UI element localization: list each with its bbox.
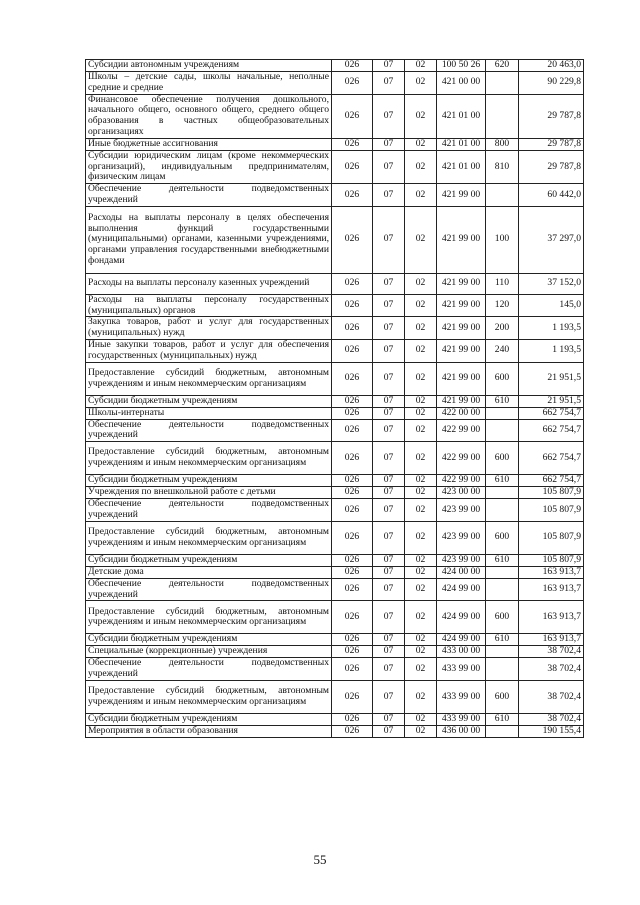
row-target-article-code: 421 99 00 (437, 294, 486, 317)
row-amount: 20 463,0 (519, 60, 584, 72)
table-row (86, 566, 584, 578)
budget-table (85, 59, 584, 738)
row-target-article-code: 433 00 00 (437, 646, 486, 658)
row-name: Иные закупки товаров, работ и услуг для обеспечения государственных (муниципальных) нужд (86, 339, 332, 362)
table-row (86, 317, 584, 340)
row-target-article-code: 423 99 00 (437, 499, 486, 522)
row-name: Субсидии бюджетным учреждениям (86, 475, 332, 487)
row-expense-type-code: 610 (486, 634, 519, 646)
row-section-code: 07 (373, 150, 405, 183)
row-target-article-code: 433 99 00 (437, 713, 486, 725)
row-amount: 662 754,7 (519, 419, 584, 442)
row-name: Расходы на выплаты персоналу государственных (муниципальных) органов (86, 294, 332, 317)
row-amount: 38 702,4 (519, 658, 584, 681)
row-subsection-code: 02 (405, 138, 437, 150)
row-amount: 37 152,0 (519, 273, 584, 294)
row-name: Школы – детские сады, школы начальные, неполные средние и средние (86, 72, 332, 95)
row-amount: 60 442,0 (519, 184, 584, 207)
row-expense-type-code: 610 (486, 475, 519, 487)
row-ved-code: 026 (332, 601, 373, 634)
row-subsection-code: 02 (405, 72, 437, 95)
row-subsection-code: 02 (405, 499, 437, 522)
row-ved-code: 026 (332, 566, 373, 578)
row-target-article-code: 421 99 00 (437, 317, 486, 340)
row-target-article-code: 421 01 00 (437, 94, 486, 138)
table-row (86, 362, 584, 395)
row-expense-type-code: 610 (486, 395, 519, 407)
row-expense-type-code (486, 94, 519, 138)
row-ved-code: 026 (332, 339, 373, 362)
row-section-code: 07 (373, 634, 405, 646)
row-subsection-code: 02 (405, 578, 437, 601)
row-ved-code: 026 (332, 646, 373, 658)
row-target-article-code: 422 00 00 (437, 407, 486, 419)
row-expense-type-code (486, 407, 519, 419)
row-amount: 662 754,7 (519, 407, 584, 419)
row-ved-code: 026 (332, 273, 373, 294)
row-name: Иные бюджетные ассигнования (86, 138, 332, 150)
row-amount: 105 807,9 (519, 521, 584, 554)
row-subsection-code: 02 (405, 184, 437, 207)
row-name: Субсидии бюджетным учреждениям (86, 554, 332, 566)
row-section-code: 07 (373, 72, 405, 95)
row-ved-code: 026 (332, 317, 373, 340)
table-row (86, 658, 584, 681)
table-row (86, 184, 584, 207)
row-target-article-code: 423 00 00 (437, 487, 486, 499)
row-section-code: 07 (373, 601, 405, 634)
row-amount: 105 807,9 (519, 487, 584, 499)
table-row (86, 150, 584, 183)
row-subsection-code: 02 (405, 521, 437, 554)
table-row (86, 487, 584, 499)
table-row (86, 713, 584, 725)
row-target-article-code: 421 00 00 (437, 72, 486, 95)
row-ved-code: 026 (332, 658, 373, 681)
row-ved-code: 026 (332, 634, 373, 646)
row-expense-type-code: 620 (486, 60, 519, 72)
row-name: Предоставление субсидий бюджетным, автономным учреждениям и иным некоммерческим организациям (86, 601, 332, 634)
row-subsection-code: 02 (405, 60, 437, 72)
row-subsection-code: 02 (405, 713, 437, 725)
row-section-code: 07 (373, 273, 405, 294)
row-expense-type-code: 600 (486, 362, 519, 395)
row-target-article-code: 422 99 00 (437, 442, 486, 475)
row-section-code: 07 (373, 554, 405, 566)
row-subsection-code: 02 (405, 566, 437, 578)
row-section-code: 07 (373, 362, 405, 395)
table-row (86, 442, 584, 475)
row-expense-type-code (486, 566, 519, 578)
row-target-article-code: 421 99 00 (437, 184, 486, 207)
row-amount: 190 155,4 (519, 725, 584, 737)
row-name: Расходы на выплаты персоналу казенных учреждений (86, 273, 332, 294)
row-expense-type-code (486, 499, 519, 522)
table-row (86, 521, 584, 554)
row-amount: 38 702,4 (519, 680, 584, 713)
row-ved-code: 026 (332, 138, 373, 150)
row-name: Закупка товаров, работ и услуг для государственных (муниципальных) нужд (86, 317, 332, 340)
row-target-article-code: 424 99 00 (437, 634, 486, 646)
row-name: Финансовое обеспечение получения дошкольного, начального общего, основного общего, среднего общего образования в частных общеобразовательных организациях (86, 94, 332, 138)
table-row (86, 475, 584, 487)
table-row (86, 646, 584, 658)
table-row (86, 273, 584, 294)
row-name: Школы-интернаты (86, 407, 332, 419)
row-name: Мероприятия в области образования (86, 725, 332, 737)
row-subsection-code: 02 (405, 362, 437, 395)
row-amount: 163 913,7 (519, 601, 584, 634)
row-expense-type-code: 600 (486, 601, 519, 634)
table-row (86, 395, 584, 407)
row-target-article-code: 424 99 00 (437, 578, 486, 601)
table-row (86, 634, 584, 646)
row-expense-type-code (486, 419, 519, 442)
row-amount: 145,0 (519, 294, 584, 317)
row-expense-type-code: 110 (486, 273, 519, 294)
table-row (86, 419, 584, 442)
row-section-code: 07 (373, 407, 405, 419)
row-ved-code: 026 (332, 680, 373, 713)
row-name: Субсидии автономным учреждениям (86, 60, 332, 72)
table-row (86, 72, 584, 95)
row-subsection-code: 02 (405, 150, 437, 183)
row-target-article-code: 421 99 00 (437, 273, 486, 294)
row-section-code: 07 (373, 646, 405, 658)
table-row (86, 725, 584, 737)
row-target-article-code: 421 99 00 (437, 362, 486, 395)
row-subsection-code: 02 (405, 680, 437, 713)
row-subsection-code: 02 (405, 94, 437, 138)
row-target-article-code: 433 99 00 (437, 680, 486, 713)
row-section-code: 07 (373, 184, 405, 207)
row-ved-code: 026 (332, 725, 373, 737)
row-expense-type-code: 600 (486, 521, 519, 554)
row-target-article-code: 421 99 00 (437, 339, 486, 362)
row-amount: 38 702,4 (519, 713, 584, 725)
table-row (86, 680, 584, 713)
row-section-code: 07 (373, 658, 405, 681)
row-ved-code: 026 (332, 554, 373, 566)
row-ved-code: 026 (332, 184, 373, 207)
row-section-code: 07 (373, 713, 405, 725)
row-section-code: 07 (373, 294, 405, 317)
row-name: Обеспечение деятельности подведомственных учреждений (86, 184, 332, 207)
row-expense-type-code (486, 487, 519, 499)
row-subsection-code: 02 (405, 487, 437, 499)
row-subsection-code: 02 (405, 475, 437, 487)
row-name: Обеспечение деятельности подведомственных учреждений (86, 578, 332, 601)
page-number: 55 (313, 852, 327, 867)
row-target-article-code: 433 99 00 (437, 658, 486, 681)
row-section-code: 07 (373, 317, 405, 340)
row-name: Предоставление субсидий бюджетным, автономным учреждениям и иным некоммерческим организациям (86, 442, 332, 475)
row-section-code: 07 (373, 578, 405, 601)
table-row (86, 578, 584, 601)
row-subsection-code: 02 (405, 442, 437, 475)
row-expense-type-code: 200 (486, 317, 519, 340)
row-section-code: 07 (373, 94, 405, 138)
row-ved-code: 026 (332, 362, 373, 395)
budget-table-body (86, 60, 584, 738)
row-section-code: 07 (373, 521, 405, 554)
row-section-code: 07 (373, 725, 405, 737)
row-name: Специальные (коррекционные) учреждения (86, 646, 332, 658)
table-row (86, 206, 584, 273)
row-subsection-code: 02 (405, 646, 437, 658)
row-expense-type-code: 600 (486, 680, 519, 713)
row-name: Учреждения по внешкольной работе с детьми (86, 487, 332, 499)
row-name: Предоставление субсидий бюджетным, автономным учреждениям и иным некоммерческим организациям (86, 521, 332, 554)
row-subsection-code: 02 (405, 294, 437, 317)
row-section-code: 07 (373, 138, 405, 150)
row-subsection-code: 02 (405, 407, 437, 419)
row-section-code: 07 (373, 60, 405, 72)
row-amount: 105 807,9 (519, 554, 584, 566)
row-section-code: 07 (373, 475, 405, 487)
row-amount: 163 913,7 (519, 634, 584, 646)
row-section-code: 07 (373, 442, 405, 475)
row-expense-type-code (486, 184, 519, 207)
row-amount: 662 754,7 (519, 442, 584, 475)
row-section-code: 07 (373, 566, 405, 578)
row-section-code: 07 (373, 680, 405, 713)
row-expense-type-code (486, 646, 519, 658)
row-name: Детские дома (86, 566, 332, 578)
row-section-code: 07 (373, 395, 405, 407)
table-row (86, 407, 584, 419)
row-target-article-code: 423 99 00 (437, 521, 486, 554)
row-amount: 37 297,0 (519, 206, 584, 273)
row-amount: 1 193,5 (519, 317, 584, 340)
row-ved-code: 026 (332, 395, 373, 407)
row-name: Субсидии бюджетным учреждениям (86, 713, 332, 725)
row-subsection-code: 02 (405, 317, 437, 340)
row-ved-code: 026 (332, 475, 373, 487)
table-row (86, 499, 584, 522)
row-ved-code: 026 (332, 578, 373, 601)
row-ved-code: 026 (332, 442, 373, 475)
row-subsection-code: 02 (405, 658, 437, 681)
row-section-code: 07 (373, 419, 405, 442)
table-row (86, 60, 584, 72)
table-row (86, 138, 584, 150)
row-subsection-code: 02 (405, 339, 437, 362)
row-expense-type-code (486, 658, 519, 681)
row-target-article-code: 423 99 00 (437, 554, 486, 566)
row-expense-type-code: 100 (486, 206, 519, 273)
table-row (86, 94, 584, 138)
row-ved-code: 026 (332, 713, 373, 725)
row-subsection-code: 02 (405, 554, 437, 566)
row-subsection-code: 02 (405, 601, 437, 634)
row-subsection-code: 02 (405, 634, 437, 646)
row-expense-type-code: 610 (486, 554, 519, 566)
row-ved-code: 026 (332, 407, 373, 419)
table-row (86, 601, 584, 634)
row-expense-type-code: 610 (486, 713, 519, 725)
row-target-article-code: 421 99 00 (437, 395, 486, 407)
row-amount: 90 229,8 (519, 72, 584, 95)
row-name: Расходы на выплаты персоналу в целях обеспечения выполнения функций государственными (муниципальными) органами, казенными учреждениями, органами управления государственными внебюджетными фондами (86, 206, 332, 273)
row-expense-type-code (486, 578, 519, 601)
row-expense-type-code: 600 (486, 442, 519, 475)
row-name: Субсидии бюджетным учреждениям (86, 395, 332, 407)
table-row (86, 294, 584, 317)
row-target-article-code: 422 99 00 (437, 475, 486, 487)
row-ved-code: 026 (332, 487, 373, 499)
row-subsection-code: 02 (405, 419, 437, 442)
row-target-article-code: 424 00 00 (437, 566, 486, 578)
row-amount: 21 951,5 (519, 395, 584, 407)
row-ved-code: 026 (332, 94, 373, 138)
row-amount: 29 787,8 (519, 94, 584, 138)
row-name: Предоставление субсидий бюджетным, автономным учреждениям и иным некоммерческим организациям (86, 362, 332, 395)
row-name: Предоставление субсидий бюджетным, автономным учреждениям и иным некоммерческим организациям (86, 680, 332, 713)
row-ved-code: 026 (332, 150, 373, 183)
row-subsection-code: 02 (405, 206, 437, 273)
row-target-article-code: 421 01 00 (437, 138, 486, 150)
row-target-article-code: 436 00 00 (437, 725, 486, 737)
row-section-code: 07 (373, 339, 405, 362)
row-expense-type-code: 800 (486, 138, 519, 150)
row-amount: 38 702,4 (519, 646, 584, 658)
row-expense-type-code (486, 72, 519, 95)
row-amount: 1 193,5 (519, 339, 584, 362)
row-ved-code: 026 (332, 499, 373, 522)
row-section-code: 07 (373, 487, 405, 499)
row-expense-type-code: 810 (486, 150, 519, 183)
row-amount: 21 951,5 (519, 362, 584, 395)
row-amount: 105 807,9 (519, 499, 584, 522)
row-ved-code: 026 (332, 72, 373, 95)
row-subsection-code: 02 (405, 395, 437, 407)
row-name: Субсидии бюджетным учреждениям (86, 634, 332, 646)
row-expense-type-code: 240 (486, 339, 519, 362)
row-ved-code: 026 (332, 419, 373, 442)
row-amount: 29 787,8 (519, 138, 584, 150)
row-target-article-code: 100 50 26 (437, 60, 486, 72)
row-amount: 662 754,7 (519, 475, 584, 487)
table-row (86, 554, 584, 566)
row-target-article-code: 424 99 00 (437, 601, 486, 634)
row-expense-type-code: 120 (486, 294, 519, 317)
row-expense-type-code (486, 725, 519, 737)
row-ved-code: 026 (332, 206, 373, 273)
row-amount: 163 913,7 (519, 578, 584, 601)
table-row (86, 339, 584, 362)
row-amount: 163 913,7 (519, 566, 584, 578)
row-amount: 29 787,8 (519, 150, 584, 183)
row-subsection-code: 02 (405, 273, 437, 294)
row-name: Обеспечение деятельности подведомственных учреждений (86, 658, 332, 681)
row-target-article-code: 421 01 00 (437, 150, 486, 183)
row-target-article-code: 421 99 00 (437, 206, 486, 273)
row-ved-code: 026 (332, 60, 373, 72)
row-target-article-code: 422 99 00 (437, 419, 486, 442)
row-section-code: 07 (373, 499, 405, 522)
row-subsection-code: 02 (405, 725, 437, 737)
row-section-code: 07 (373, 206, 405, 273)
row-ved-code: 026 (332, 294, 373, 317)
row-ved-code: 026 (332, 521, 373, 554)
row-name: Обеспечение деятельности подведомственных учреждений (86, 419, 332, 442)
row-name: Субсидии юридическим лицам (кроме некоммерческих организаций), индивидуальным предпринимателям, физическим лицам (86, 150, 332, 183)
row-name: Обеспечение деятельности подведомственных учреждений (86, 499, 332, 522)
